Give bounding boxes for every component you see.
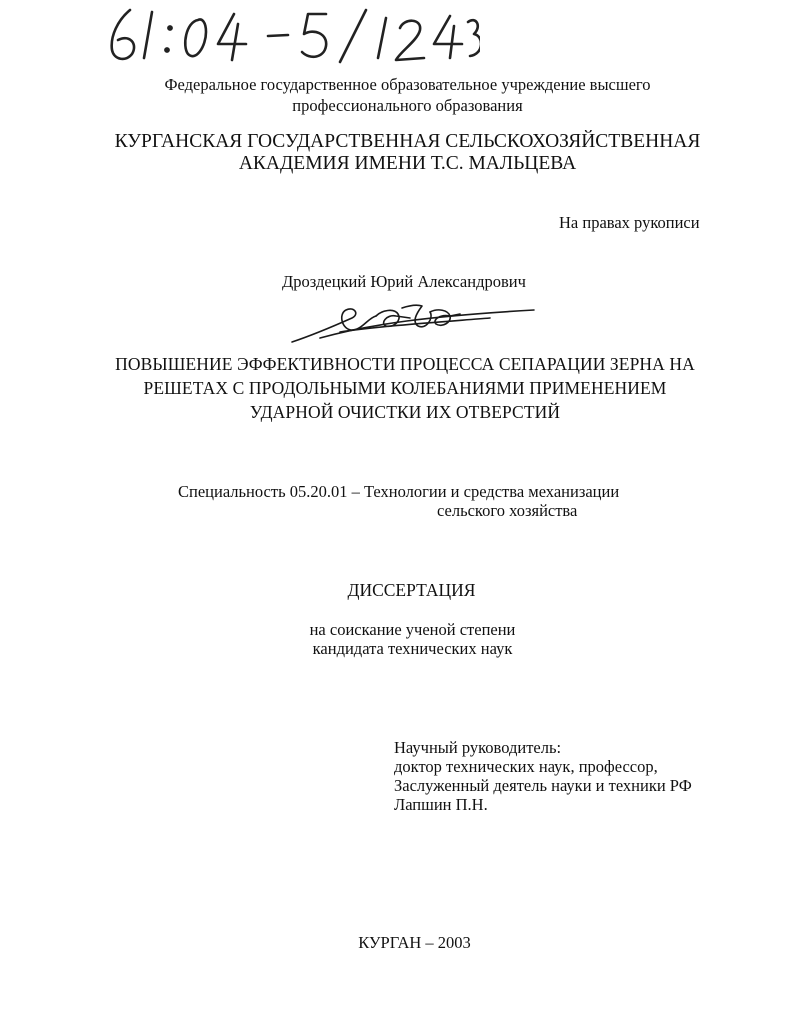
title-line-2: РЕШЕТАХ С ПРОДОЛЬНЫМИ КОЛЕБАНИЯМИ ПРИМЕНЕНИЕМ xyxy=(143,378,667,398)
academy-name-line-1: КУРГАНСКАЯ ГОСУДАРСТВЕННАЯ СЕЛЬСКОХОЗЯЙСТВЕННАЯ xyxy=(114,131,701,152)
specialty-line-1: Специальность 05.20.01 – Технологии и средства механизации xyxy=(178,482,620,501)
institution-type-line-2: профессионального образования xyxy=(292,96,523,115)
signature-drawing xyxy=(290,296,540,348)
academy-name-line-2: АКАДЕМИЯ ИМЕНИ Т.С. МАЛЬЦЕВА xyxy=(238,153,577,174)
institution-type xyxy=(0,74,795,116)
supervisor-honor: Заслуженный деятель науки и техники РФ xyxy=(394,776,692,795)
city-year: КУРГАН – 2003 xyxy=(358,933,471,952)
supervisor-name: Лапшин П.Н. xyxy=(394,795,488,814)
handwritten-archive-code xyxy=(100,2,480,68)
specialty-line-2: сельского хозяйства xyxy=(437,501,578,520)
supervisor-degree: доктор технических наук, профессор, xyxy=(394,757,658,776)
author-signature xyxy=(290,296,540,348)
institution-type-line-1: Федеральное государственное образовательное учреждение высшего xyxy=(164,75,651,94)
handwritten-code-drawing xyxy=(100,2,480,68)
title-line-1: ПОВЫШЕНИЕ ЭФФЕКТИВНОСТИ ПРОЦЕССА СЕПАРАЦИИ ЗЕРНА НА xyxy=(115,354,695,374)
title-line-3: УДАРНОЙ ОЧИСТКИ ИХ ОТВЕРСТИЙ xyxy=(249,402,561,422)
dissertation-title xyxy=(0,352,795,424)
manuscript-note: На правах рукописи xyxy=(559,213,700,232)
degree-line-1: на соискание ученой степени xyxy=(309,620,516,639)
author-name: Дроздецкий Юрий Александрович xyxy=(282,272,526,291)
document-type: ДИССЕРТАЦИЯ xyxy=(347,580,476,600)
degree-sought xyxy=(0,620,795,658)
supervisor-heading: Научный руководитель: xyxy=(394,738,562,757)
degree-line-2: кандидата технических наук xyxy=(312,639,513,658)
academy-name xyxy=(0,131,795,175)
scientific-supervisor xyxy=(394,738,692,814)
